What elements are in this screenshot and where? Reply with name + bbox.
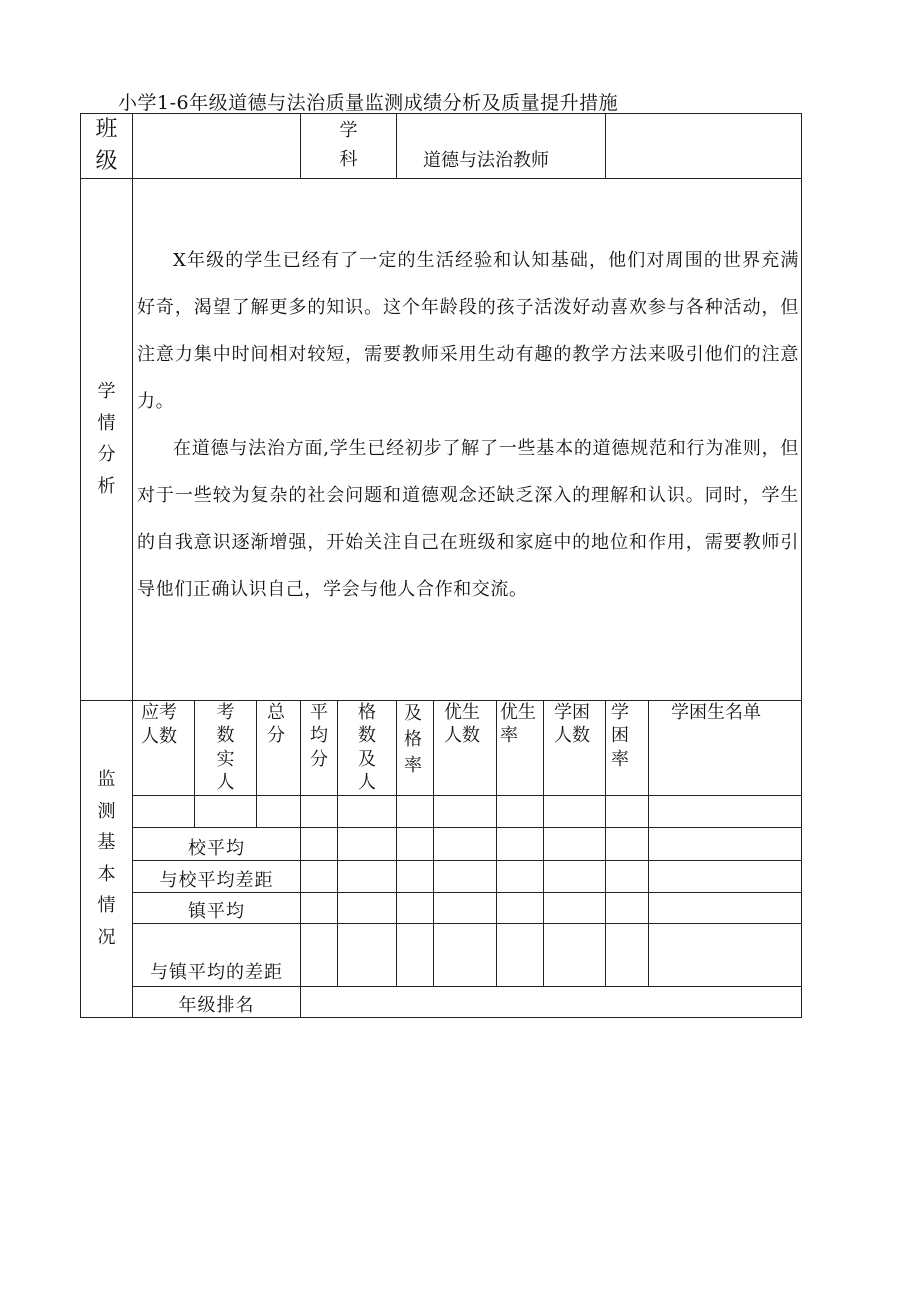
col-pass-rate: 及格率 [397, 700, 434, 795]
class-label: 班级 [95, 117, 118, 174]
analysis-row [81, 178, 802, 700]
col-actual-count: 考数实人 [195, 700, 257, 795]
row-label-grade-rank: 年级排名 [133, 986, 301, 1017]
monitor-label: 监测基本情况 [97, 769, 116, 948]
monitor-label-cell [81, 700, 133, 1017]
header-row [81, 114, 802, 179]
row-label-school-diff: 与校平均差距 [133, 860, 301, 892]
col-pass-count: 格数及人 [338, 700, 397, 795]
col-should-count: 应考人数 [133, 700, 195, 795]
table-row [81, 827, 802, 860]
cell-pass-rate[interactable] [397, 795, 434, 827]
analysis-label-cell [81, 178, 133, 700]
document-title: 小学1-6年级道德与法治质量监测成绩分析及质量提升措施 [118, 92, 619, 114]
cell-struggling-rate[interactable] [606, 795, 649, 827]
class-label-cell [81, 114, 133, 179]
col-excellent-rate: 优生率 [497, 700, 544, 795]
analysis-label: 学情分析 [97, 381, 116, 497]
cell-struggling-count[interactable] [544, 795, 606, 827]
cell-excellent-count[interactable] [434, 795, 497, 827]
cell-should-count[interactable] [133, 795, 195, 827]
teacher-value-cell[interactable] [606, 114, 802, 179]
col-average-score: 平均分 [301, 700, 338, 795]
cell-pass-count[interactable] [338, 795, 397, 827]
analysis-text-cell [133, 178, 802, 700]
cell-struggling-list[interactable] [649, 795, 802, 827]
subject-label: 学科 [339, 120, 358, 170]
table-row [81, 892, 802, 923]
col-total-score: 总分 [257, 700, 301, 795]
cell-total-score[interactable] [257, 795, 301, 827]
analysis-paragraph-2: 在道德与法治方面,学生已经初步了解了一些基本的道德规范和行为准则，但对于一些较为复杂的社会问题和道德观念还缺乏深入的理解和认识。同时，学生的自我意识逐渐增强，开始关注自己在班级和家庭中的地位和作用，需要教师引导他们正确认识自己，学会与他人合作和交流。 [137, 437, 800, 600]
table-row [81, 795, 802, 827]
cell-average-score[interactable] [301, 795, 338, 827]
subject-value-cell [397, 114, 606, 179]
col-struggling-rate: 学困率 [606, 700, 649, 795]
row-label-town-average: 镇平均 [133, 892, 301, 923]
cell-excellent-rate[interactable] [497, 795, 544, 827]
subject-label-cell [301, 114, 397, 179]
table-row [81, 923, 802, 986]
monitor-header-row [81, 700, 802, 795]
table-row [81, 860, 802, 892]
table-row [81, 986, 802, 1017]
subject-value: 道德与法治教师 [423, 149, 550, 171]
row-label-school-average: 校平均 [133, 827, 301, 860]
col-struggling-list: 学困生名单 [649, 700, 802, 795]
cell-actual-count[interactable] [195, 795, 257, 827]
row-label-town-diff: 与镇平均的差距 [133, 923, 301, 986]
class-value-cell[interactable] [133, 114, 301, 179]
col-struggling-count: 学困人数 [544, 700, 606, 795]
col-excellent-count: 优生人数 [434, 700, 497, 795]
evaluation-form-table [80, 113, 802, 1018]
analysis-paragraph-1: X年级的学生已经有了一定的生活经验和认知基础，他们对周围的世界充满好奇，渴望了解更多的知识。这个年龄段的孩子活泼好动喜欢参与各种活动，但注意力集中时间相对较短，需要教师采用生动有趣的教学方法来吸引他们的注意力。 [137, 249, 800, 412]
cell-grade-rank-value[interactable] [301, 986, 802, 1017]
